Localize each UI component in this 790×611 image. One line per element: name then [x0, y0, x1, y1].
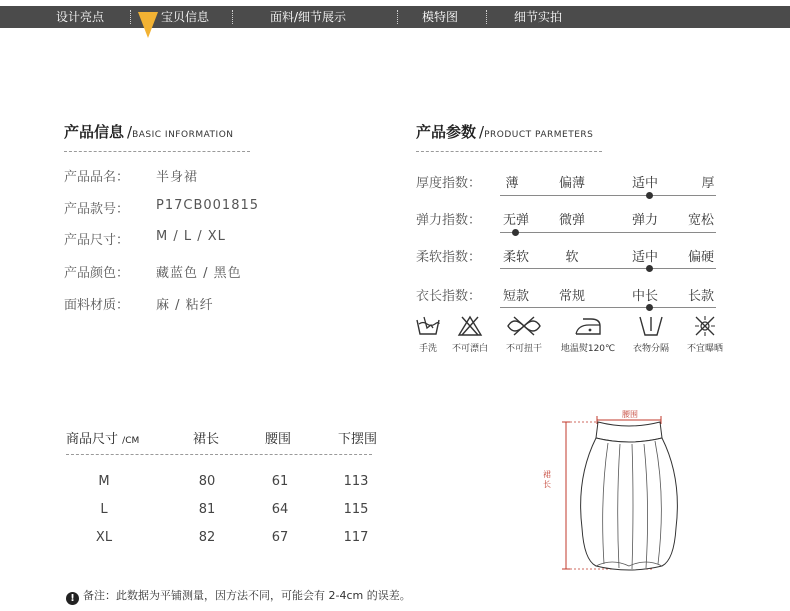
note-text: 备注：此数据为平铺测量，因方法不同，可能会有 2-4cm 的误差。	[83, 589, 411, 602]
nav-separator	[130, 10, 131, 24]
scale-option: 适中	[631, 250, 659, 265]
nav-item-design-highlights[interactable]: 设计亮点	[56, 10, 105, 24]
exclamation-icon: !	[66, 592, 79, 605]
softness-scale	[500, 268, 716, 269]
info-label: 产品颜色：	[64, 266, 130, 281]
info-label: 产品款号：	[64, 202, 130, 217]
no-bleach-icon	[456, 314, 484, 338]
care-item	[558, 314, 618, 354]
params-title: 产品参数	[416, 123, 477, 141]
care-item	[440, 314, 500, 354]
care-label: 不宜曝晒	[686, 344, 723, 354]
scale-option: 宽松	[687, 213, 715, 228]
care-item	[621, 314, 681, 354]
care-label: 不可扭干	[505, 344, 542, 354]
softness-label: 柔软指数：	[416, 250, 482, 265]
info-value: P17CB001815	[156, 198, 260, 213]
hem-cell: 113	[343, 474, 369, 489]
top-nav-bar	[0, 6, 790, 28]
active-nav-marker	[138, 12, 158, 38]
care-label: 地温熨120℃	[560, 344, 616, 354]
length-label: 裙长	[543, 470, 551, 489]
low-iron-icon	[573, 314, 603, 338]
length-cell: 81	[198, 502, 216, 517]
info-label: 产品品名：	[64, 170, 130, 185]
dry-clean-separately-icon	[636, 314, 666, 338]
size-table-unit: /CM	[122, 436, 140, 446]
size-cell: L	[100, 502, 108, 517]
scale-option: 柔软	[502, 250, 530, 265]
nav-item-fabric-details[interactable]: 面料/细节展示	[270, 10, 347, 24]
hand-wash-icon	[414, 314, 442, 338]
elasticity-indicator	[512, 229, 519, 236]
care-label: 不可漂白	[451, 344, 488, 354]
nav-item-product-info[interactable]: 宝贝信息	[161, 10, 210, 24]
care-item	[675, 314, 735, 354]
softness-indicator	[646, 265, 653, 272]
length-scale	[500, 307, 716, 308]
scale-option: 弹力	[631, 213, 659, 228]
skirt-measurement-diagram	[542, 408, 692, 580]
nav-item-model-photos[interactable]: 模特图	[422, 10, 459, 24]
info-label: 产品尺寸：	[64, 233, 130, 248]
params-divider	[416, 151, 602, 152]
waist-label: 腰围	[622, 410, 638, 419]
waist-cell: 64	[271, 502, 289, 517]
params-subtitle: PRODUCT PARMETERS	[484, 130, 594, 140]
scale-option: 适中	[631, 176, 659, 191]
thickness-scale	[500, 195, 716, 196]
skirt-illustration	[542, 408, 692, 580]
care-item	[494, 314, 554, 354]
length-indicator	[646, 304, 653, 311]
care-label: 衣物分隔	[632, 344, 669, 354]
waist-cell: 61	[271, 474, 289, 489]
scale-option: 中长	[631, 289, 659, 304]
elasticity-label: 弹力指数：	[416, 213, 482, 228]
column-header-hem: 下摆围	[338, 432, 378, 447]
scale-option: 无弹	[502, 213, 530, 228]
thickness-indicator	[646, 192, 653, 199]
column-header-length: 裙长	[193, 432, 220, 447]
scale-option: 短款	[502, 289, 530, 304]
basic-info-divider	[64, 151, 250, 152]
info-label: 面料材质：	[64, 298, 130, 313]
no-sun-icon	[692, 314, 718, 338]
column-header-waist: 腰围	[265, 432, 292, 447]
size-table-title-text: 商品尺寸	[66, 432, 119, 447]
info-value: 藏蓝色 / 黑色	[156, 266, 242, 281]
scale-option: 长款	[687, 289, 715, 304]
hem-cell: 117	[343, 530, 369, 545]
scale-option: 薄	[505, 176, 519, 191]
nav-item-detail-photos[interactable]: 细节实拍	[514, 10, 563, 24]
basic-info-heading: 产品信息 /BASIC INFORMATION	[64, 123, 234, 141]
size-cell: M	[98, 474, 110, 489]
info-value: 半身裙	[156, 170, 199, 185]
basic-info-subtitle: BASIC INFORMATION	[132, 130, 234, 140]
size-table-divider	[66, 454, 372, 455]
scale-option: 软	[565, 250, 579, 265]
size-cell: XL	[95, 530, 113, 545]
care-label: 手洗	[418, 344, 437, 354]
nav-separator	[232, 10, 233, 24]
size-table-title	[66, 428, 139, 447]
nav-separator	[397, 10, 398, 24]
scale-option: 常规	[558, 289, 586, 304]
length-cell: 80	[198, 474, 216, 489]
length-label: 衣长指数：	[416, 289, 482, 304]
scale-option: 微弹	[558, 213, 586, 228]
scale-option: 厚	[701, 176, 715, 191]
no-wring-icon	[504, 314, 544, 338]
basic-info-title: 产品信息	[64, 123, 125, 141]
measurement-note	[66, 587, 411, 605]
scale-option: 偏硬	[687, 250, 715, 265]
waist-cell: 67	[271, 530, 289, 545]
hem-cell: 115	[343, 502, 369, 517]
params-heading: 产品参数 /PRODUCT PARMETERS	[416, 123, 594, 141]
info-value: 麻 / 粘纤	[156, 298, 214, 313]
nav-separator	[486, 10, 487, 24]
elasticity-scale	[500, 232, 716, 233]
scale-option: 偏薄	[558, 176, 586, 191]
thickness-label: 厚度指数：	[416, 176, 482, 191]
length-cell: 82	[198, 530, 216, 545]
info-value: M / L / XL	[156, 229, 226, 244]
